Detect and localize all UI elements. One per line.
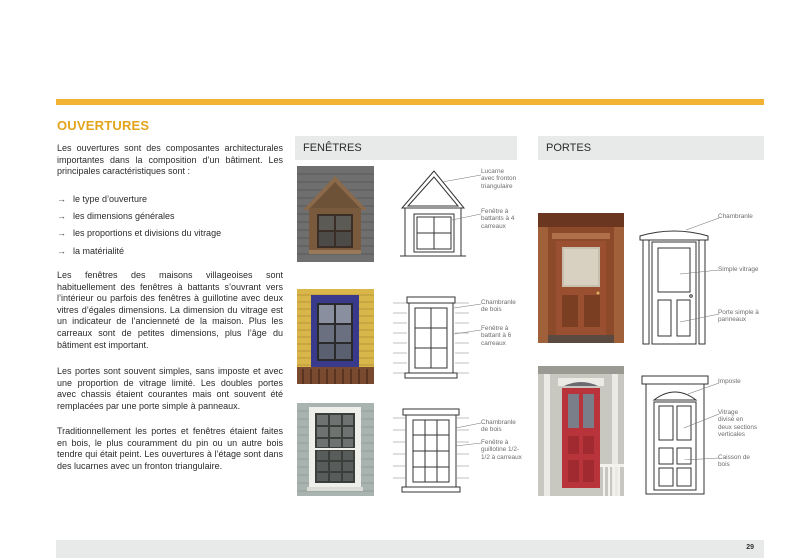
leader-lines-2 [452, 300, 482, 344]
label-vitrage-divise: Vitrage divisé en deux sections verticales [718, 409, 758, 439]
section-title: OUVERTURES [57, 118, 150, 133]
list-item: → les proportions et divisions du vitrage [57, 228, 222, 239]
page-number: 29 [746, 544, 754, 551]
label-imposte: Imposte [718, 378, 741, 385]
label-battants-4: Fenêtre à battants à 4 carreaux [481, 208, 515, 230]
battant-window-photo [297, 289, 374, 384]
label-guillotine: Fenêtre à guillotine 1/2- 1/2 à carreaux [481, 439, 522, 461]
characteristics-list [57, 190, 283, 259]
doors-heading: PORTES [538, 136, 764, 160]
label-battant-6: Fenêtre à battant à 6 carreaux [481, 325, 512, 347]
list-item: → les dimensions générales [57, 210, 175, 221]
red-door-photo [538, 366, 624, 496]
paragraph-windows: Les fenêtres des maisons villageoises sont habituellement des fenêtres à battants s’ouvrant vers l’intérieur ou parfois des fenêtres à guillotine avec deux vitres d’égales dimensions. La dimension du vitrage est un indicateur de l’ancienneté de la maison. Plus les carreaux sont de petites dimensions, plus l’âge du bâtiment est important. [57, 270, 283, 350]
leader-lines-1 [440, 172, 482, 222]
label-door-chambranle: Chambranle [718, 213, 753, 220]
windows-heading: FENÊTRES [295, 136, 517, 160]
label-caisson: Caisson de bois [718, 454, 750, 469]
arrow-icon: → [57, 210, 66, 221]
guillotine-window-photo [297, 403, 374, 496]
leader-lines-3 [452, 418, 482, 458]
label-porte-simple: Porte simple à panneaux [718, 309, 759, 324]
leader-lines-4 [676, 214, 720, 330]
list-item: → la matérialité [57, 245, 125, 256]
dormer-photo [297, 166, 374, 262]
label-chambranle-1: Chambranle de bois [481, 299, 516, 314]
label-chambranle-2: Chambranle de bois [481, 419, 516, 434]
list-item: → le type d’ouverture [57, 193, 148, 204]
label-lucarne: Lucarne avec fronton triangulaire [481, 168, 517, 190]
top-accent-bar [56, 99, 764, 105]
leader-lines-5 [678, 380, 720, 460]
wooden-door-photo [538, 213, 624, 343]
page-footer [56, 540, 764, 558]
paragraph-materials: Traditionnellement les portes et fenêtres étaient faites en bois, le plus couramment du pin ou un autre bois tendre qui était peint. Les ouvertures à l’étage sont dans des lucarnes avec un fronton triangulaire. [57, 426, 283, 471]
paragraph-doors: Les portes sont souvent simples, sans imposte et avec une proportion de vitrage limité. Les doubles portes avec chassis étaient courantes mais ont souvent été remplacées par une porte simple à panneaux. [57, 366, 283, 411]
label-simple-vitrage: Simple vitrage [718, 266, 759, 273]
intro-paragraph: Les ouvertures sont des composantes architecturales importantes dans la composition d’un bâtiment. Les principales caractéristiques sont : [57, 143, 283, 177]
arrow-icon: → [57, 193, 66, 204]
arrow-icon: → [57, 245, 66, 256]
arrow-icon: → [57, 228, 66, 239]
